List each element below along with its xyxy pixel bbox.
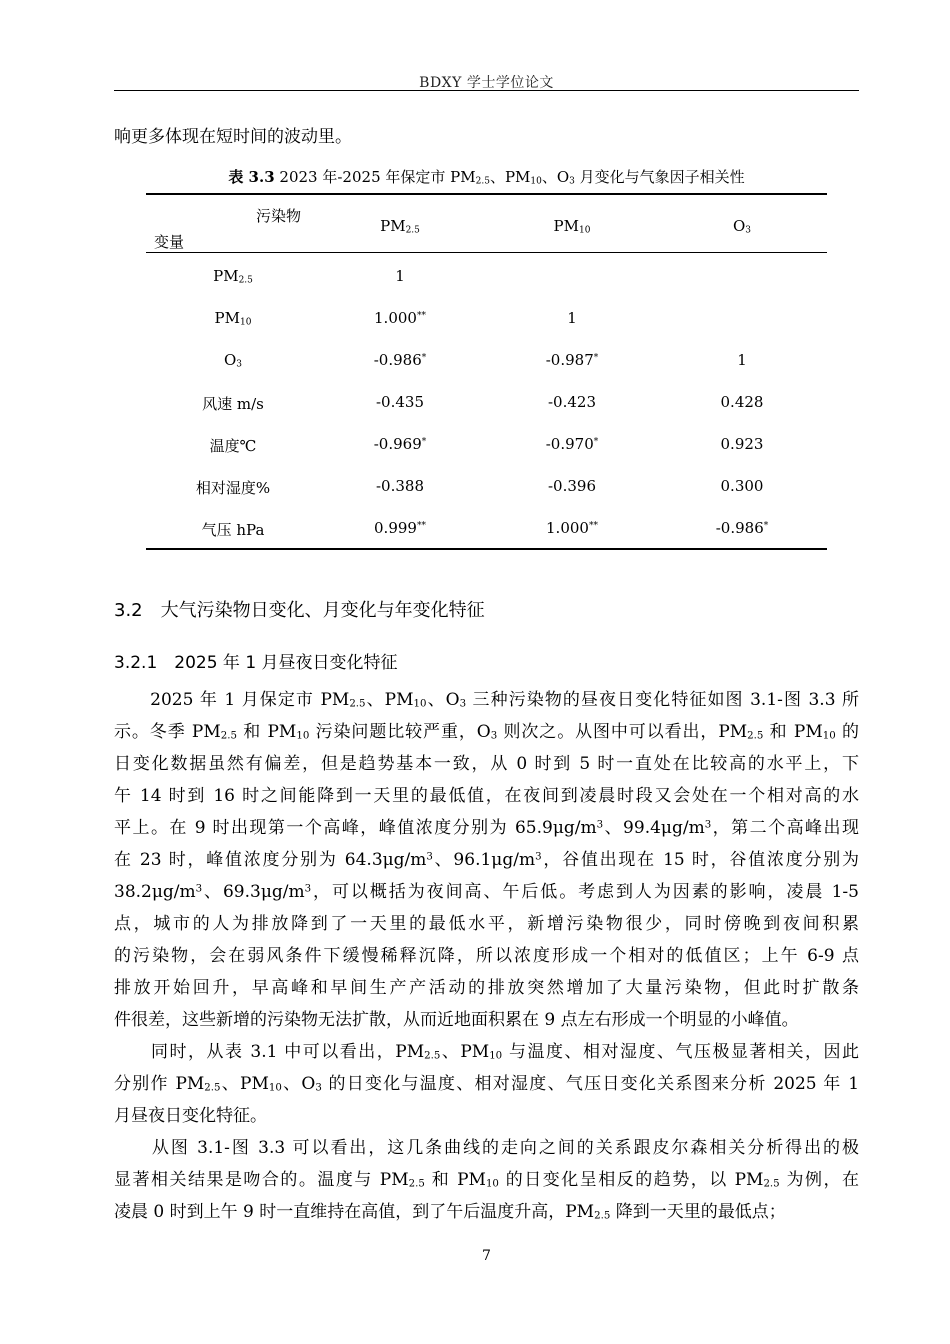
running-header: BDXY 学士学位论文 — [419, 75, 554, 91]
paragraph-line: 从图 3.1-图 3.3 可以看出，这几条曲线的走向之间的关系跟皮尔森相关分析得出的极 — [114, 1138, 859, 1158]
table-cell: 0.428 — [720, 393, 764, 411]
paragraph-line: 的污染物，会在弱风条件下缓慢稀释沉降，所以浓度形成一个相对的低值区；上午 6-9 点 — [114, 946, 859, 966]
table-header-rule — [146, 252, 827, 253]
table-header-variable: 变量 — [154, 233, 185, 251]
table-row-label: $PM_{10}$ — [214, 309, 252, 328]
header-rule — [114, 90, 859, 91]
paragraph-line: 示。冬季 $PM_{2.5}$ 和 $PM_{10}$ 污染问题比较严重，$O_3$ 则次之。从图中可以看出，$PM_{2.5}$ 和 $PM_{10}$ 的 — [114, 722, 860, 742]
section-number: 3.2 — [114, 600, 143, 621]
table-row-label: 风速 m/s — [202, 395, 264, 413]
table-cell: -0.396 — [547, 477, 596, 495]
paragraph-line: 点，城市的人为排放降到了一天里的最低水平，新增污染物很少，同时傍晚到夜间积累 — [114, 914, 859, 934]
intro-line: 响更多体现在短时间的波动里。 — [114, 127, 352, 147]
table-cell: 1 — [395, 267, 405, 285]
table-column-header: $O_3$ — [732, 217, 752, 236]
paragraph-line: 分别作 $PM_{2.5}$、$PM_{10}$、$O_3$ 的日变化与温度、相对湿度、气压日变化关系图来分析 2025 年 1 — [114, 1074, 860, 1094]
table-cell: 0.923 — [720, 435, 764, 453]
paragraph-line: 2025 年 1 月保定市 $PM_{2.5}$、$PM_{10}$、$O_3$ 三种污染物的昼夜日变化特征如图 3.1-图 3.3 所 — [114, 690, 860, 710]
paragraph-line: 月昼夜日变化特征。 — [114, 1106, 267, 1126]
table-cell: -0.986* — [373, 351, 427, 369]
table-row-label: 相对湿度% — [195, 479, 271, 497]
table-cell: 0.999** — [374, 519, 426, 537]
paragraph-line: 排放开始回升，早高峰和早间生产产活动的排放突然增加了大量污染物，但此时扩散条 — [114, 978, 859, 998]
table-row-label: $PM_{2.5}$ — [213, 267, 253, 286]
table-top-rule — [146, 193, 827, 195]
section-title: 大气污染物日变化、月变化与年变化特征 — [160, 600, 485, 621]
table-cell: -0.969* — [373, 435, 427, 453]
table-cell: 1 — [567, 309, 577, 327]
paragraph-line: 显著相关结果是吻合的。温度与 $PM_{2.5}$ 和 $PM_{10}$ 的日变化呈相反的趋势，以 $PM_{2.5}$ 为例，在 — [114, 1170, 860, 1190]
table-cell: -0.435 — [375, 393, 424, 411]
table-caption — [114, 166, 859, 187]
table-column-header: $PM_{10}$ — [553, 217, 591, 236]
table-cell: 1.000** — [374, 309, 426, 327]
paragraph-line: $38.2\mu g/m^3$、$69.3\mu g/m^3$，可以概括为夜间高、午后低。考虑到人为因素的影响，凌晨 1-5 — [114, 882, 859, 902]
subsection-title: 2025 年 1 月昼夜日变化特征 — [174, 653, 398, 673]
table-header-pollutant: 污染物 — [256, 207, 302, 225]
table-row-label: 温度℃ — [209, 437, 257, 455]
subsection-number: 3.2.1 — [114, 653, 158, 673]
paragraph-line: 在 23 时，峰值浓度分别为 $64.3\mu g/m^3$、$96.1\mu g/m^3$，谷值出现在 15 时，谷值浓度分别为 — [114, 850, 859, 870]
table-cell: 1.000** — [546, 519, 598, 537]
paragraph-line: 同时，从表 3.1 中可以看出，$PM_{2.5}$、$PM_{10}$ 与温度、相对湿度、气压极显著相关，因此 — [114, 1042, 859, 1062]
paragraph-line: 平上。在 9 时出现第一个高峰，峰值浓度分别为 $65.9\mu g/m^3$、$99.4\mu g/m^3$，第二个高峰出现 — [114, 818, 859, 838]
table-bottom-rule — [146, 548, 827, 550]
table-cell: -0.423 — [547, 393, 596, 411]
table-caption-text: 2023 年-2025 年保定市 $PM_{2.5}$、$PM_{10}$、$O_3$ 月变化与气象因子相关性 — [279, 168, 745, 187]
page-number: 7 — [482, 1248, 491, 1264]
paragraph-line: 午 14 时到 16 时之间能降到一天里的最低值，在夜间到凌晨时段又会处在一个相对高的水 — [114, 786, 859, 806]
table-cell: -0.970* — [545, 435, 599, 453]
table-cell: 0.300 — [720, 477, 764, 495]
table-row-label: 气压 hPa — [201, 521, 265, 539]
table-cell: -0.388 — [375, 477, 424, 495]
table-cell: -0.987* — [545, 351, 599, 369]
table-cell: -0.986* — [715, 519, 769, 537]
paragraph-line: 凌晨 0 时到上午 9 时一直维持在高值，到了午后温度升高，$PM_{2.5}$ 降到一天里的最低点； — [114, 1202, 786, 1222]
paragraph-line: 日变化数据虽然有偏差，但是趋势基本一致，从 0 时到 5 时一直处在比较高的水平上，下 — [114, 754, 859, 774]
table-column-header: $PM_{2.5}$ — [380, 217, 420, 236]
table-cell: 1 — [737, 351, 747, 369]
table-row-label: $O_3$ — [223, 351, 243, 370]
section-heading — [114, 596, 485, 622]
paragraph-line: 件很差，这些新增的污染物无法扩散，从而近地面积累在 9 点左右形成一个明显的小峰值。 — [114, 1010, 799, 1030]
table-caption-label: 表 3.3 — [228, 168, 275, 186]
subsection-heading — [114, 648, 398, 673]
